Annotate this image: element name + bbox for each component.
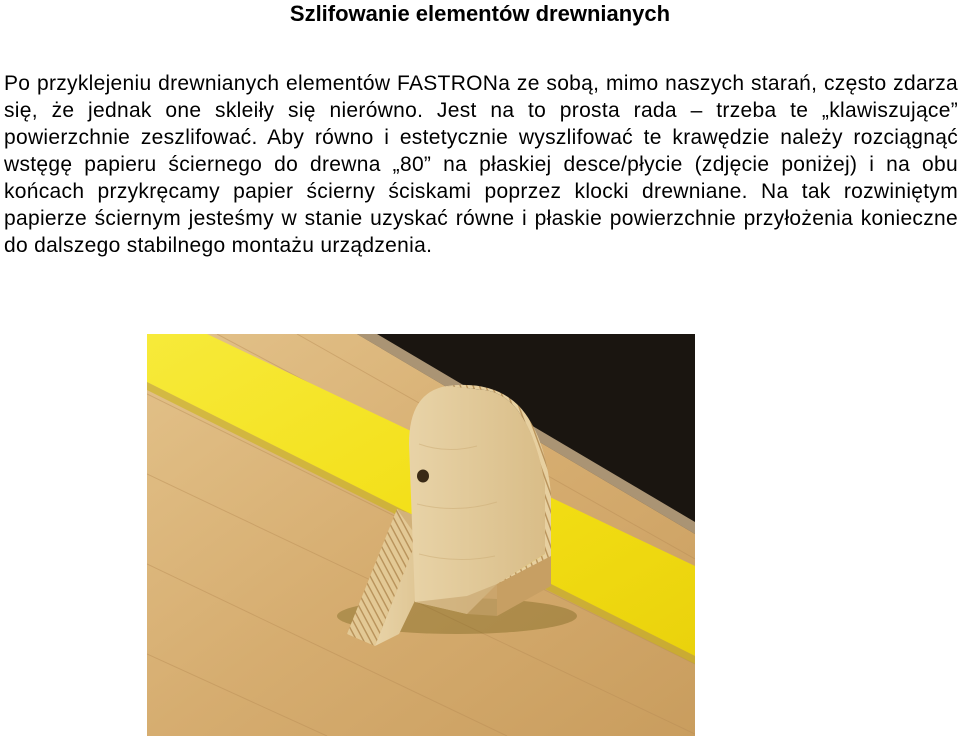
photo-illustration [147,334,695,736]
body-paragraph: Po przyklejeniu drewnianych elementów FASTRONa ze sobą, mimo naszych starań, często zdarza się, że jednak one skleiły się nierówno. Jest na to prosta rada – trzeba te „klawiszujące” powierzchnie zeszlifować. Aby równo i estetycznie wyszlifować te krawędzie należy rozciągnąć wstęgę papieru ściernego do drewna „80” na płaskiej desce/płycie (zdjęcie poniżej) i na obu końcach przykręcamy papier ścierny ściskami poprzez klocki drewniane. Na tak rozwiniętym papierze ściernym jesteśmy w stanie uzyskać równe i płaskie powierzchnie przyłożenia konieczne do dalszego stabilnego montażu urządzenia. [4,72,958,257]
drill-hole [417,470,429,483]
photo-sanding-plywood [147,334,695,736]
page-title: Szlifowanie elementów drewnianych [289,1,671,26]
